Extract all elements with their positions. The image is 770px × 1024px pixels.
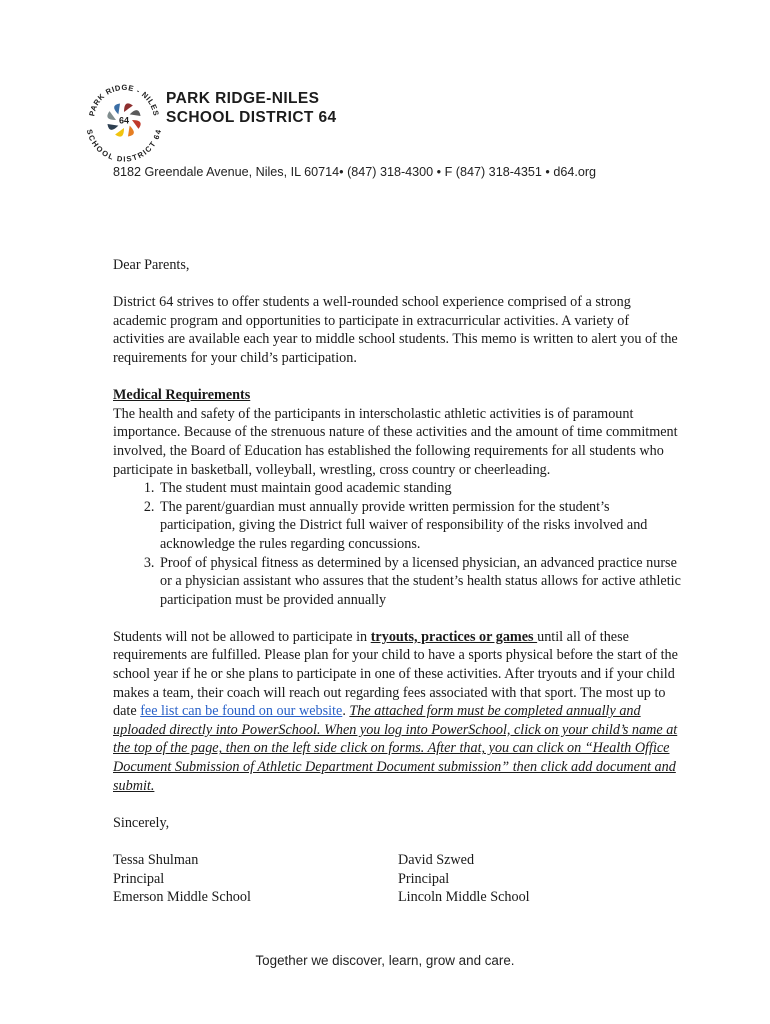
signer-title: Principal <box>398 870 450 887</box>
district-name-line1: PARK RIDGE-NILES <box>166 90 320 107</box>
district-logo <box>82 78 166 162</box>
fee-list-link[interactable]: fee list can be found on our website <box>140 703 343 720</box>
signature-block <box>113 851 683 907</box>
medical-requirements-paragraph: The health and safety of the participants in interscholastic athletic activities is of paramount importance. Because of the strenuous nature of these activities and the amount of time commitment involved, the Board of Education has established the following requirements for all students who participate in basketball, volleyball, wrestling, cross country or cheerleading. <box>113 405 678 478</box>
logo-petal <box>124 103 133 112</box>
signer-name: Tessa Shulman <box>113 852 199 868</box>
closing: Sincerely, <box>113 814 170 831</box>
logo-petal <box>115 128 124 137</box>
signer-school: Lincoln Middle School <box>398 889 530 906</box>
requirements-list <box>113 479 683 609</box>
participation-text-start: Students will not be allowed to participate in <box>113 628 371 645</box>
logo-center-number: 64 <box>118 115 130 126</box>
district-name-line2: SCHOOL DISTRICT 64 <box>166 109 337 126</box>
logo-ring-text-top: PARK RIDGE - NILES <box>87 82 161 117</box>
medical-requirements-heading: Medical Requirements <box>113 387 251 404</box>
requirement-item: 3. Proof of physical fitness as determined by a licensed physician, an advanced practice nurse or a physician assistant who assures that the student’s health status allows for active athletic participation must be provided annually <box>158 554 683 610</box>
logo-petal <box>107 111 116 120</box>
requirement-item: 2. The parent/guardian must annually provide written permission for the student’s participation, giving the District full waiver of responsibility of the risks involved and acknowledge the rules regarding concussions. <box>158 498 683 554</box>
logo-petal <box>114 103 120 114</box>
greeting: Dear Parents, <box>113 257 190 273</box>
participation-paragraph <box>113 628 683 795</box>
district-name <box>166 89 337 127</box>
tryouts-emphasis: tryouts, practices or games <box>370 628 538 645</box>
letter-body <box>113 256 683 907</box>
footer-tagline: Together we discover, learn, grow and care. <box>255 953 515 968</box>
logo-petal <box>107 124 118 130</box>
logo-petal <box>132 120 141 129</box>
logo-petal <box>128 126 134 137</box>
intro-paragraph: District 64 strives to offer students a well-rounded school experience comprised of a strong academic program and opportunities to participate in extracurricular activities. A variety of activities are available each year to middle school students. This memo is written to alert you of the requirements for your child’s participation. <box>113 294 678 366</box>
form-instructions: The attached form must be completed annually and uploaded directly into PowerSchool. When you log into PowerSchool, click on your child’s name at the top of the page, then on the left side click on forms. After that, you can click on “Health Office Document Submission of Athletic Department Document submission” then click add document and submit. <box>113 703 678 794</box>
svg-text:SCHOOL DISTRICT 64 <box>85 128 163 162</box>
signer-title: Principal <box>113 870 165 887</box>
requirement-item: 1. The student must maintain good academic standing <box>158 479 683 498</box>
participation-period: . <box>342 703 350 720</box>
signature-lincoln <box>398 851 683 907</box>
signer-school: Emerson Middle School <box>113 889 251 906</box>
logo-petal <box>130 110 141 116</box>
signer-name: David Szwed <box>398 852 475 868</box>
district-address: 8182 Greendale Avenue, Niles, IL 60714• (847) 318-4300 • F (847) 318-4351 • d64.org <box>113 165 597 179</box>
participation-text-middle: until all of these requirements are fulfilled. Please plan for your child to have a sports physical before the start of the school year if he or she plans to participate in one of these activities. After tryouts and if your child makes a team, their coach will reach out regarding fees associated with that sport. The most up to date <box>113 628 678 720</box>
signature-emerson <box>113 851 398 907</box>
logo-ring-text-bottom: SCHOOL DISTRICT 64 <box>84 128 164 162</box>
